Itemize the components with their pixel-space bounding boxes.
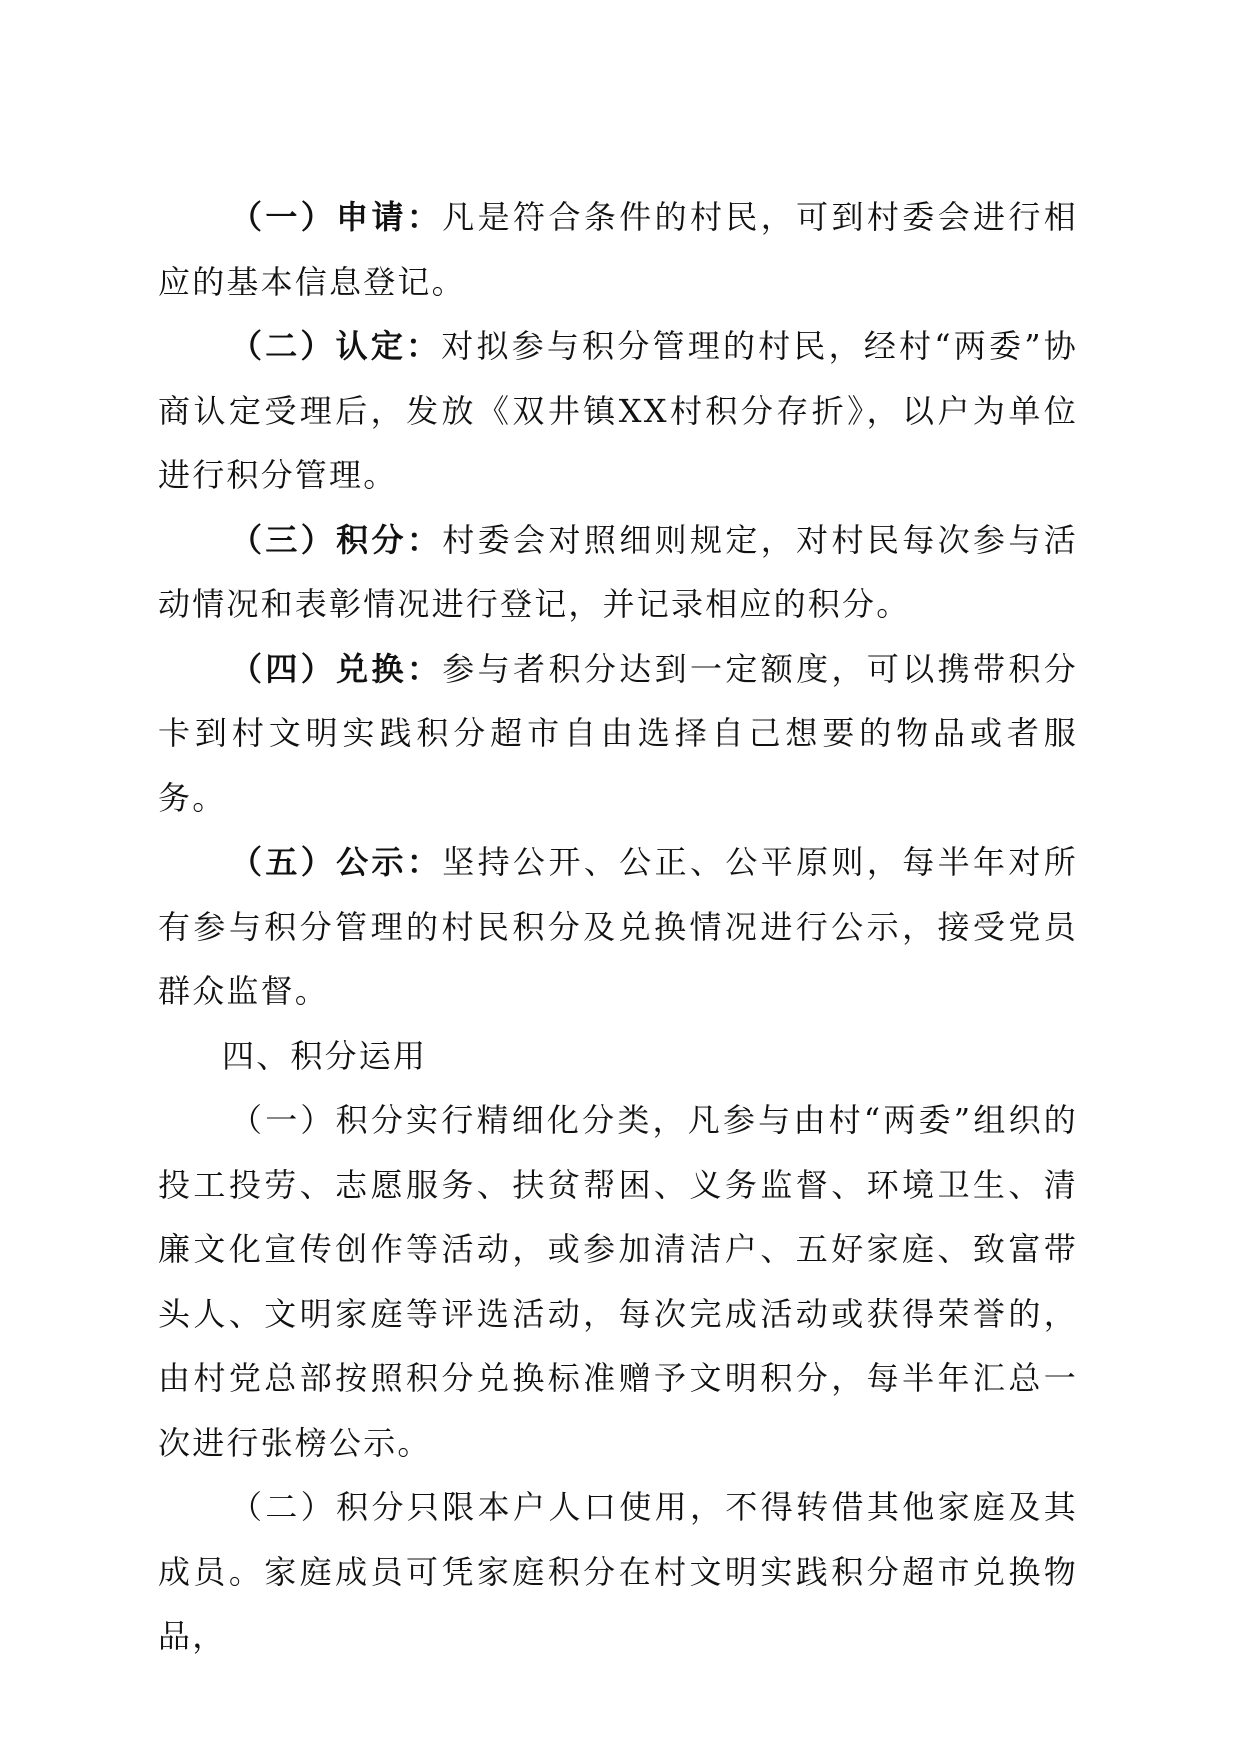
document-page — [158, 185, 1078, 1669]
step-points-text: 村委会对照细则规定，对村民每次参与活动情况和表彰情况进行登记，并记录相应的积分。 — [158, 520, 1078, 623]
step-publicity — [158, 830, 1078, 1024]
usage-paragraph-1: （一）积分实行精细化分类，凡参与由村“两委”组织的投工投劳、志愿服务、扶贫帮困、义务监督、环境卫生、清廉文化宣传创作等活动，或参加清洁户、五好家庭、致富带头人、文明家庭等评选活动，每次完成活动或获得荣誉的，由村党总部按照积分兑换标准赠予文明积分，每半年汇总一次进行张榜公示。 — [158, 1101, 1078, 1462]
step-points-title: （三）积分： — [230, 520, 443, 559]
step-apply-title: （一）申请： — [230, 198, 443, 236]
step-exchange-text: 参与者积分达到一定额度，可以携带积分卡到村文明实践积分超市自由选择自己想要的物品或者服务。 — [158, 649, 1078, 817]
step-certify-text: 对拟参与积分管理的村民，经村“两委”协商认定受理后，发放《双井镇XX村积分存折》，以户为单位进行积分管理。 — [158, 327, 1079, 494]
step-apply-text: 凡是符合条件的村民，可到村委会进行相应的基本信息登记。 — [158, 198, 1078, 301]
step-exchange-title: （四）兑换： — [230, 649, 443, 688]
usage-paragraph-2: （二）积分只限本户人口使用，不得转借其他家庭及其成员。家庭成员可凭家庭积分在村文明实践积分超市兑换物品， — [158, 1488, 1078, 1655]
step-points — [158, 508, 1078, 637]
section-heading-points-usage: 四、积分运用 — [222, 1036, 428, 1075]
step-exchange — [158, 637, 1078, 831]
step-publicity-title: （五）公示： — [230, 843, 443, 881]
step-publicity-text: 坚持公开、公正、公平原则，每半年对所有参与积分管理的村民积分及兑换情况进行公示，接受党员群众监督。 — [158, 843, 1078, 1010]
step-certify — [158, 314, 1078, 508]
step-apply — [158, 185, 1078, 314]
step-certify-title: （二）认定： — [230, 327, 442, 365]
